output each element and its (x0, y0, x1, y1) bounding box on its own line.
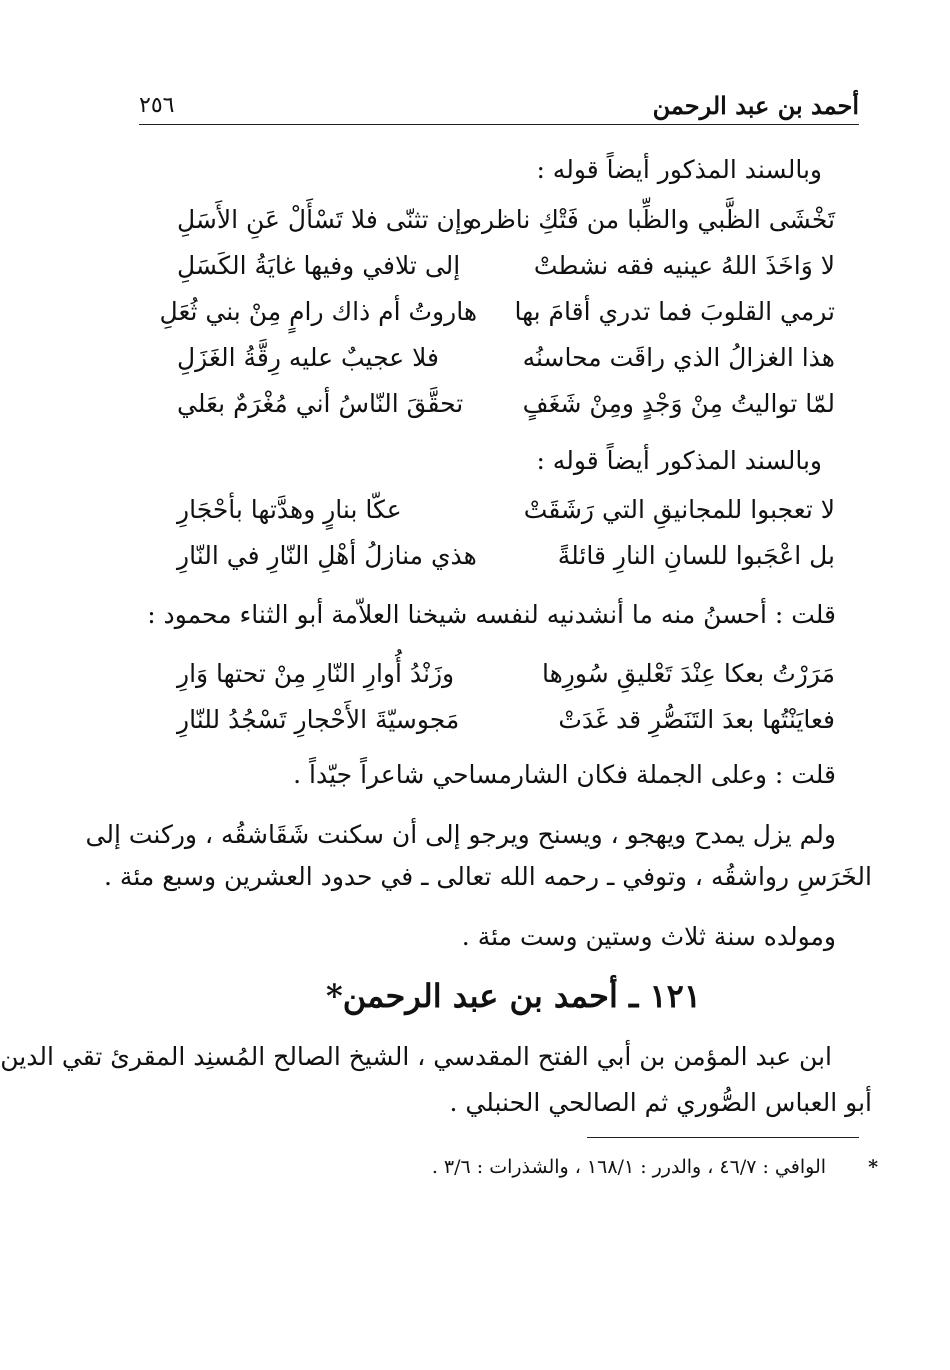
verse-first-hemistich: لا تعجبوا للمجانيقِ التي رَشَقَتْ (523, 495, 835, 524)
verse-first-hemistich: لمّا تواليتُ مِنْ وَجْدٍ ومِنْ شَغَفٍ (522, 389, 835, 418)
verse-row (177, 200, 835, 240)
entry-line: أبو العباس الصُّوري ثم الصالحي الحنبلي . (449, 1088, 872, 1117)
footnote (149, 1152, 878, 1182)
section3-intro: قلت : أحسنُ منه ما أنشدنيه لنفسه شيخنا العلاّمة أبو الثناء محمود : (147, 600, 836, 629)
footnote-text: الوافي : ٤٦/٧ ، والدرر : ١٦٨/١ ، والشذرات : ٣/٦ . (431, 1156, 827, 1178)
section1-intro: وبالسند المذكور أيضاً قوله : (536, 155, 822, 184)
verse-second-hemistich: هاروتُ أم ذاك رامٍ مِنْ بني ثُعَلِ (159, 297, 477, 326)
section2-intro: وبالسند المذكور أيضاً قوله : (536, 446, 822, 475)
verse-row (177, 536, 835, 576)
verse-first-hemistich: فعايَنْتُها بعدَ التَنَصُّرِ قد غَدَتْ (558, 705, 835, 734)
footnote-rule (587, 1137, 859, 1138)
verse-row (177, 700, 835, 740)
verse-second-hemistich: هذي منازلُ أهْلِ النّارِ في النّارِ (177, 541, 477, 570)
page-header (139, 80, 859, 125)
verse-first-hemistich: تَخْشَى الظَّبي والظِّبا من فَتْكِ ناظره (468, 205, 835, 234)
verse-second-hemistich: فلا عجيبٌ عليه رِقَّةُ الغَزَلِ (177, 343, 439, 372)
verse-row (177, 246, 835, 286)
footnote-marker: * (868, 1156, 878, 1178)
verse-first-hemistich: لا وَاخَذَ اللهُ عينيه فقه نشطتْ (533, 251, 835, 280)
verse-first-hemistich: ترمي القلوبَ فما تدري أقامَ بها (514, 297, 835, 326)
verse-row (159, 292, 835, 332)
verse-second-hemistich: تحقَّقَ النّاسُ أني مُغْرَمٌ بعَلي (177, 389, 464, 418)
entry-line: ابن عبد المؤمن بن أبي الفتح المقدسي ، الشيخ الصالح المُسنِد المقرئ تقي الدين (0, 1042, 832, 1071)
paragraph-line: الخَرَسِ رواشقُه ، وتوفي ـ رحمه الله تعالى ـ في حدود العشرين وسبع مئة . (104, 862, 872, 891)
entry-heading: ١٢١ ـ أحمد بن عبد الرحمن* (325, 977, 702, 1015)
verse-first-hemistich: هذا الغزالُ الذي راقَت محاسنُه (522, 343, 835, 372)
verse-first-hemistich: بل اعْجَبوا للسانِ النارِ قائلةً (557, 541, 835, 570)
verse-row (177, 490, 835, 530)
birth-line: ومولده سنة ثلاث وستين وست مئة . (461, 922, 836, 951)
verdict-line: قلت : وعلى الجملة فكان الشارمساحي شاعراً جيّداً . (293, 760, 836, 789)
verse-first-hemistich: مَرَرْتُ بعكا عِنْدَ تَعْليقِ سُورِها (541, 659, 835, 688)
verse-row (177, 384, 835, 424)
page-number: ٢٥٦ (139, 93, 175, 118)
running-title: أحمد بن عبد الرحمن (652, 91, 859, 120)
verse-second-hemistich: مَجوسيّةَ الأَحْجارِ تَسْجُدُ للنّارِ (177, 705, 460, 734)
verse-second-hemistich: إلى تلافي وفيها غايَةُ الكَسَلِ (177, 251, 461, 280)
verse-second-hemistich: وإن تثنّى فلا تَسْأَلْ عَنِ الأَسَلِ (177, 205, 474, 234)
verse-second-hemistich: عكّا بنارٍ وهدَّتها بأحْجَارِ (177, 495, 402, 524)
verse-second-hemistich: وزَنْدُ أُوارِ النّارِ مِنْ تحتها وَارِ (177, 659, 455, 688)
verse-row (177, 338, 835, 378)
paragraph-line: ولم يزل يمدح ويهجو ، ويسنح ويرجو إلى أن سكنت شَقَاشقُه ، وركنت إلى (85, 820, 836, 849)
verse-row (177, 654, 835, 694)
